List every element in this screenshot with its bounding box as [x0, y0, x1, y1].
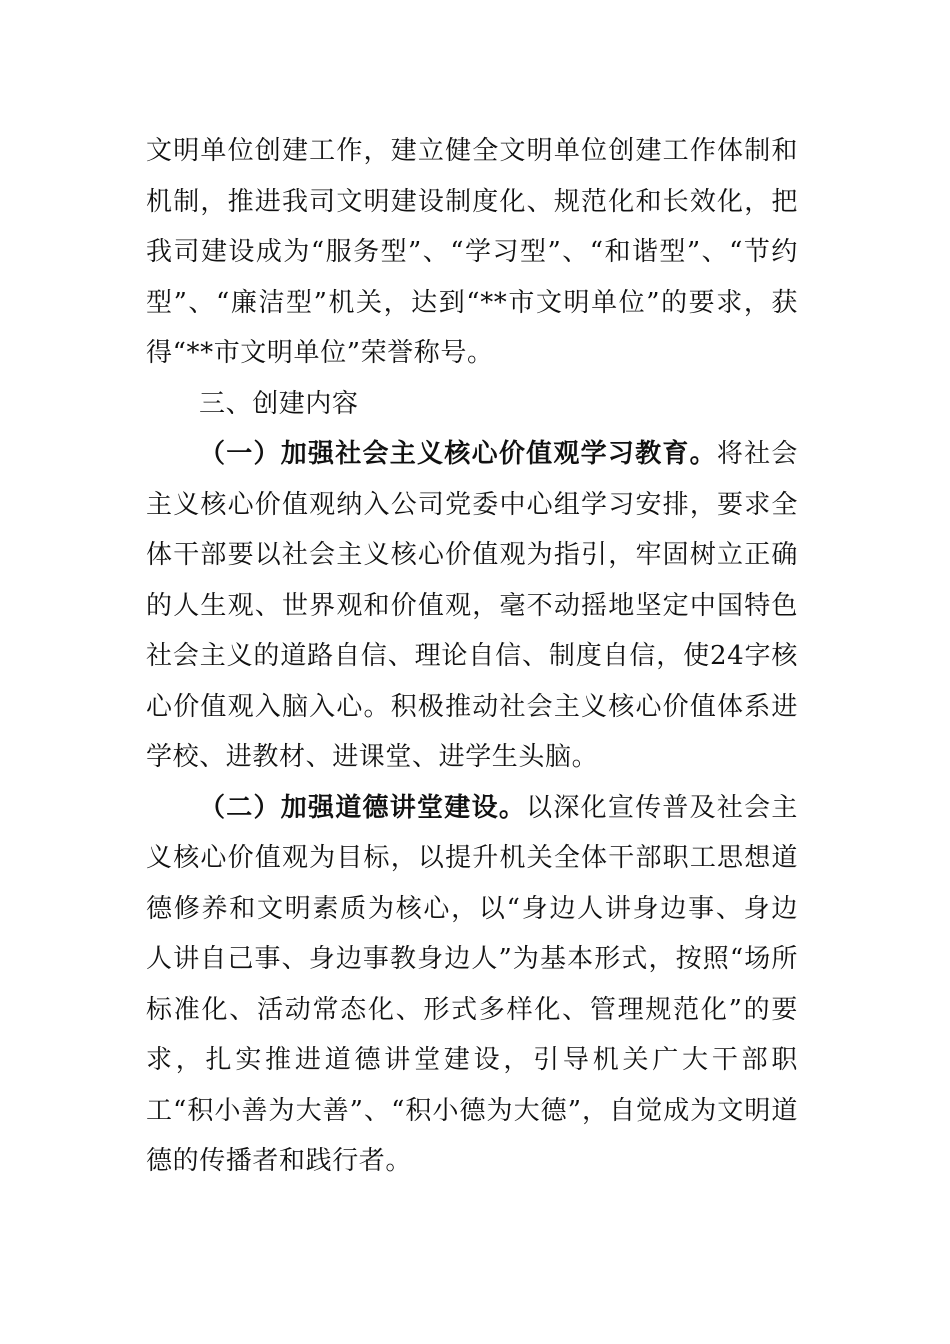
item-1-body: 将社会主义核心价值观纳入公司党委中心组学习安排，要求全体干部要以社会主义核心价值观为指引，牢固树立正确的人生观、世界观和价值观，毫不动摇地坚定中国特色社会主义的道路自信、理论自信、制度自信，使24字核心价值观入脑入心。积极推动社会主义核心价值体系进学校、进教材、进课堂、进学生头脑。 — [146, 439, 798, 772]
item-2-body: 以深化宣传普及社会主义核心价值观为目标，以提升机关全体干部职工思想道德修养和文明素质为核心，以“身边人讲身边事、身边人讲自己事、身边事教身边人”为基本形式，按照“场所标准化、活动常态化、形式多样化、管理规范化”的要求，扎实推进道德讲堂建设，引导机关广大干部职工“积小善为大善”、“积小德为大德”，自觉成为文明道德的传播者和践行者。 — [146, 792, 798, 1176]
item-1-title: （一）加强社会主义核心价值观学习教育。 — [199, 439, 717, 469]
item-2-title: （二）加强道德讲堂建设。 — [199, 792, 527, 823]
item-2-paragraph — [146, 783, 798, 1187]
intro-paragraph: 文明单位创建工作，建立健全文明单位创建工作体制和机制，推进我司文明建设制度化、规范化和长效化，把我司建设成为“服务型”、“学习型”、“和谐型”、“节约型”、“廉洁型”机关，达到“**市文明单位”的要求，获得“**市文明单位”荣誉称号。 — [146, 136, 798, 368]
item-1-paragraph — [146, 429, 798, 783]
document-body — [146, 126, 798, 1187]
section-heading: 三、创建内容 — [199, 388, 359, 419]
